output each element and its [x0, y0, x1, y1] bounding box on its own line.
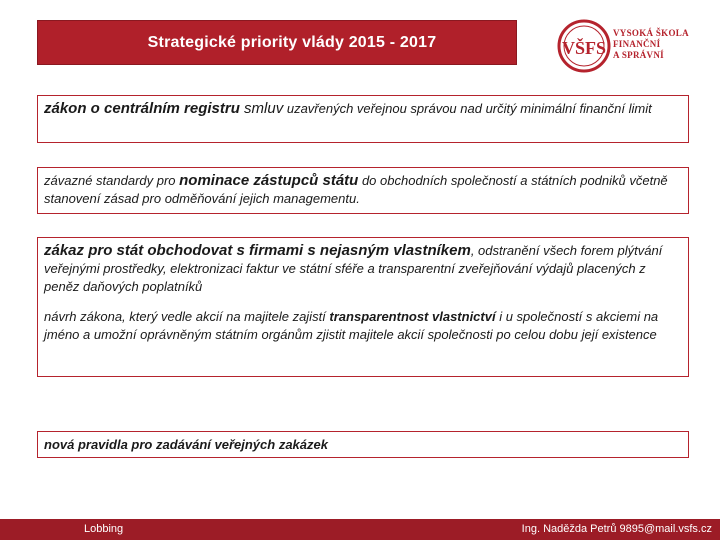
priority-box-procurement — [37, 431, 689, 458]
body-text-pre: návrh zákona, který vedle akcií na majitele zajistí — [44, 309, 330, 324]
footer-topic: Lobbing — [84, 523, 124, 535]
page-title: Strategické priority vlády 2015 - 2017 — [147, 33, 437, 51]
highlight-text: nová pravidla pro zadávání veřejných zakázek — [44, 437, 328, 452]
logo-monogram: VŠFS — [561, 38, 607, 58]
priority-box-ownership — [37, 237, 689, 377]
body-text: do obchodních společností a státních podniků včetně stanovení zásad pro odměňování jejich managementu. — [44, 173, 668, 206]
priority-box-nominations — [37, 167, 689, 214]
footer-author: Ing. Naděžda Petrů 9895@mail.vsfs.cz — [521, 523, 712, 535]
logo-line-2: FINANČNÍ — [613, 39, 661, 49]
priority-box-registry — [37, 95, 689, 143]
vsfs-emblem-icon — [556, 18, 612, 74]
highlight-text: nominace zástupců státu — [179, 172, 359, 189]
school-logo — [556, 18, 716, 78]
paragraph-2 — [44, 308, 682, 344]
body-text: , odstranění všech forem plýtvání veřejnými prostředky, elektronizaci faktur ve státní sféře a transparentní zveřejňování výdajů placených z peněz daňových poplatníků — [44, 243, 663, 294]
body-text: uzavřených veřejnou správou nad určitý minimální finanční limit — [283, 101, 652, 116]
highlight-text: zákon o centrálním registru — [44, 100, 240, 117]
body-text: i u společností s akciemi na jméno a umožní oprávněným státním orgánům zjistit majitele akcií společnosti po celou dobu její existence — [44, 309, 659, 342]
emphasis-text: smluv — [239, 100, 284, 117]
logo-wordmark — [613, 28, 689, 61]
highlight-text: zákaz pro stát obchodovat s firmami s nejasným vlastníkem — [44, 242, 471, 259]
logo-line-3: A SPRÁVNÍ — [613, 50, 664, 60]
footer-bar — [0, 519, 720, 540]
highlight-text: transparentnost vlastnictví — [329, 309, 496, 324]
body-text-pre: závazné standardy pro — [44, 173, 180, 188]
title-bar — [37, 20, 517, 65]
logo-line-1: VYSOKÁ ŠKOLA — [613, 28, 689, 38]
paragraph-1 — [44, 242, 682, 296]
